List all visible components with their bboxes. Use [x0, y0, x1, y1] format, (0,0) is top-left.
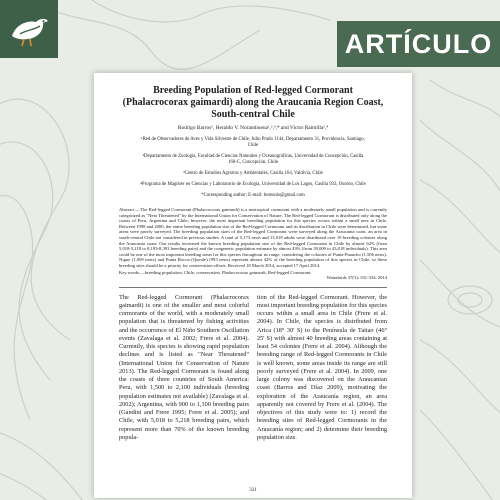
divider [119, 287, 387, 288]
paper-title [119, 85, 387, 121]
journal-citation: Waterbirds 37(3): 331-334, 2014 [326, 275, 387, 281]
page-number: 331 [249, 488, 257, 493]
keywords-text: Key words.—breeding population, Chile, conservation, Phalacrocorax gaimardi, Red-legged Cormorant. [119, 269, 312, 275]
affiliation-4: ⁴Programa de Magíster en Ciencias y Laboratorio de Ecología, Universidad de Los Lagos, Casilla 933, Osorno, Chile [140, 182, 366, 187]
title-line-3: South-central Chile [211, 109, 295, 120]
abstract: Abstract.—The Red-legged Cormorant (Phalacrocorax gaimardi) is a neotropical cormorant with a moderately small population and is currently categorized as "Near Threatened" by the International Union for Conservation of Nature. The Red-legged Cormorant is distributed only along the coasts of Peru, Argentina and Chile; however, the most important breeding population for this species occurs within a small area in Chile. Between 1998 and 2000, the entire breeding population size of the Red-legged Cormorant and its distribution in Chile were determined, but some areas were poorly surveyed. The breeding population sizes of the Red-legged Cormorant were surveyed along the Araucania coast, an area in south-central Chile not considered in previous studies. A total of 5,173 nests and 13,018 adults were distributed over 19 breeding colonies along the Araucania coast. Our results increased the known breeding population size of the Red-legged Cormorant in Chile by almost 62% (from 5,018-5,218 to 8,193-8,393 breeding pairs) and the congeneric population estimate by almost 43% (from 39,000 to 43,018 individuals). This area could be one of the most important breeding areas for this species throughout its range, considering the colonies of Punta-Puaucho (1,506 nests), Nigue (1,009 nests) and Punta Rocoa (Queule) (993 nests) represent almost 42% of the breeding population of this species in Chile, so these breeding sites should be a priority for conservation efforts. Received 18 March 2014, accepted 17 April 2014. [119, 207, 387, 268]
article-banner: ARTÍCULO [337, 21, 500, 67]
bird-icon [6, 6, 52, 52]
affiliation-1: ¹Red de Observadores de Aves y Vida Silvestre de Chile, Julio Prado 1144, Departamento 31, Providencia, Santiago, Chile [141, 137, 365, 148]
body-column-right: tion of the Red-legged Cormorant. However, the most important breeding population for this species occurs within a small area in Chile (Frere et al. 2004). In Chile, the species is distributed from Arica (18° 30' S) to the Península de Taitao (46° 25' S) with almost 40 breeding areas containing at least 54 colonies (Frere et al. 2004). Although the breeding range of Red-legged Cormorants in Chile is well known, some areas inside its range are still poorly surveyed (Frere et al. 2004). In 2009, one large colony was discovered on the Araucanian coast (Barros and Díaz 2009), motivating the exploration of the Araucanía region, an area apparently not covered by Frere et al. (2004). The objectives of this study were to: 1) record the breeding sites of Red-legged Cormorants in the Araucanía region; and 2) determine their breeding population size. [257, 293, 387, 441]
body-column-left: The Red-legged Cormorant (Phalacrocorax gaimardi) is one of the smaller and most colorful cormorants of the world, with a moderately small population that is threatened by fishing activities and the occurrence of El Niño Southern Oscillation events (Zavalaga et al. 2002; Frere et al. 2004). Currently, this species is showing rapid population declines and is listed as "Near Threatened" (International Union for Conservation of Nature 2013). The Red-legged Cormorant is found along the coasts of three countries of South America: Peru, with 1,500 to 2,100 individuals (breeding population estimates not available) (Zavalaga et al. 2002); Argentina, with 900 to 1,100 breeding pairs (Gandini and Frere 1995; Frere et al. 2005); and Chile, with 5,018 to 5,218 breeding pairs, which represent more than 70% of the known breeding popula- [119, 293, 249, 441]
title-line-1: Breeding Population of Red-legged Cormorant [153, 85, 353, 96]
title-line-2: (Phalacrocorax gaimardi) along the Araucania Region Coast, [122, 97, 384, 108]
affiliation-3: ³Centro de Estudios Agrarios y Ambientales, Casilla 164, Valdivia, Chile [183, 171, 323, 176]
authors: Rodrigo Barros¹, Heraldo V. Norambuena¹,²,³,* and Victor Raimilla¹,⁴ [177, 125, 329, 131]
keywords [119, 270, 387, 281]
corresponding-author: *Corresponding author; E-mail: buteonis@gmail.com [201, 193, 305, 198]
paper-page [94, 73, 412, 498]
body-columns [119, 294, 387, 443]
logo [0, 0, 58, 58]
affiliation-2: ²Departamento de Zoología, Facultad de Ciencias Naturales y Oceanográficas, Universidad de Concepción, Casilla 160-C, Concepción, Chile [142, 154, 364, 165]
